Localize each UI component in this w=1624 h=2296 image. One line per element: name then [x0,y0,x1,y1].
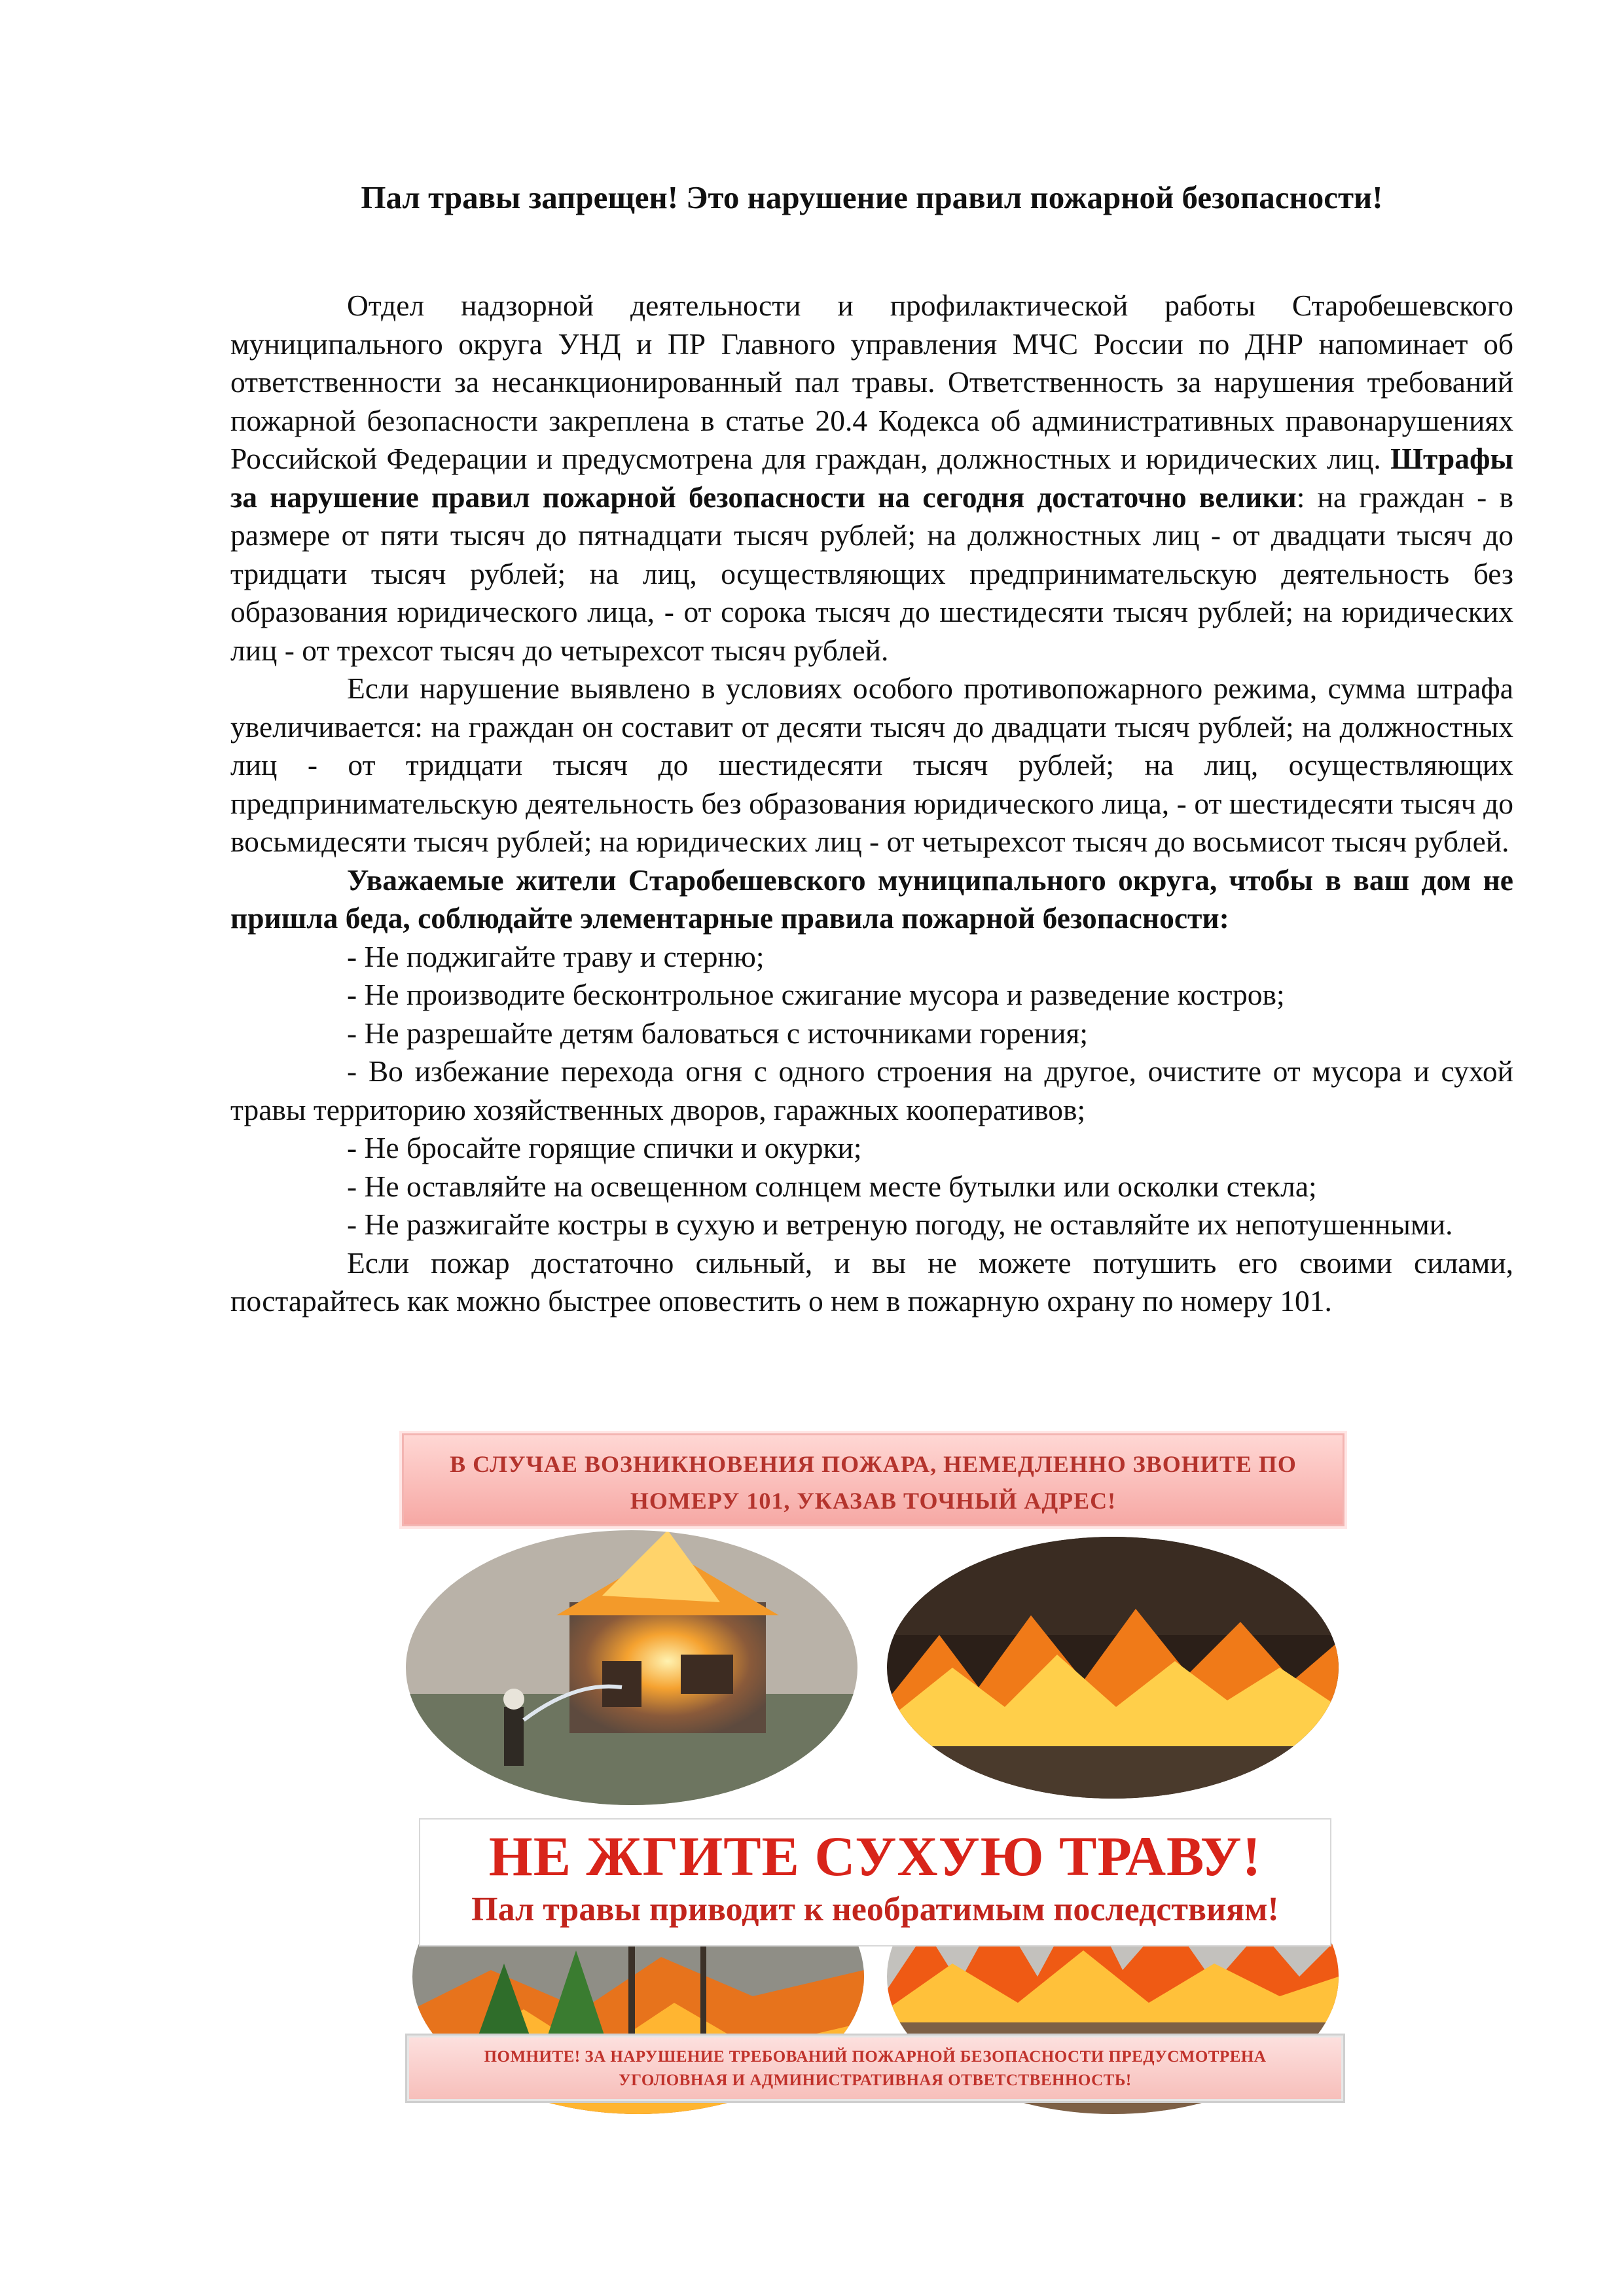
paragraph-fines-amounts: : на граждан - в размере от пяти тысяч до пятнадцати тысяч рублей; на должностных лиц - от двадцати тысяч до тридцати тысяч рублей; на лиц, осуществляющих предпринимательскую деятельность без образования юридического лица, - от сорока тысяч до шестидесяти тысяч рублей; на юридических лиц - от трехсот тысяч до четырехсот тысяч рублей. [230,480,1513,667]
rule-item: - Не поджигайте траву и стерню; [347,939,765,973]
rule-item: - Не производите бесконтрольное сжигание мусора и разведение костров; [347,978,1285,1011]
poster-bottom-line: ПОМНИТЕ! ЗА НАРУШЕНИЕ ТРЕБОВАНИЙ ПОЖАРНОЙ БЕЗОПАСНОСТИ ПРЕДУСМОТРЕНА [484,2048,1267,2066]
paragraph-fines [230,287,1513,670]
poster-bottom-banner [407,2036,1343,2101]
rule-item: - Не оставляйте на освещенном солнцем месте бутылки или осколки стекла; [347,1169,1317,1203]
grass-fire-photo [887,1537,1339,1799]
paragraph-fines-bold: Штрафы за нарушение правил пожарной безопасности на сегодня достаточно велики [230,442,1513,514]
document-body [230,287,1513,1321]
paragraph-special-regime: Если нарушение выявлено в условиях особого противопожарного режима, сумма штрафа увеличивается: на граждан он составит от десяти тысяч до двадцати тысяч рублей; на должностных лиц - от тридцати тысяч до шестидесяти тысяч рублей; на лиц, осуществляющих предпринимательскую деятельность без образования юридического лица, - от шестидесяти тысяч до восьмидесяти тысяч рублей; на юридических лиц - от четырехсот тысяч до восьмисот тысяч рублей. [230,672,1513,858]
poster-top-line: В СЛУЧАЕ ВОЗНИКНОВЕНИЯ ПОЖАРА, НЕМЕДЛЕННО ЗВОНИТЕ ПО [450,1451,1297,1477]
poster-sub-slogan: Пал травы приводит к необратимым последствиям! [471,1891,1279,1928]
poster-main-slogan: НЕ ЖГИТЕ СУХУЮ ТРАВУ! [488,1825,1262,1888]
paragraph-call-101: Если пожар достаточно сильный, и вы не можете потушить его своими силами, постарайтесь как можно быстрее оповестить о нем в пожарную охрану по номеру 101. [230,1246,1513,1318]
fire-safety-poster [399,1433,1348,2114]
rule-item: - Во избежание перехода огня с одного строения на другое, очистите от мусора и сухой травы территорию хозяйственных дворов, гаражных кооперативов; [230,1054,1513,1126]
paragraph-appeal: Уважаемые жители Старобешевского муниципального округа, чтобы в ваш дом не пришла беда, соблюдайте элементарные правила пожарной безопасности: [230,863,1513,935]
rule-item: - Не бросайте горящие спички и окурки; [347,1131,862,1164]
poster-top-banner [402,1433,1344,1526]
poster-top-line: НОМЕРУ 101, УКАЗАВ ТОЧНЫЙ АДРЕС! [630,1488,1117,1514]
poster-bottom-line: УГОЛОВНАЯ И АДМИНИСТРАТИВНАЯ ОТВЕТСТВЕННОСТЬ! [619,2072,1132,2089]
paragraph-fines-intro: Отдел надзорной деятельности и профилактической работы Старобешевского муниципального округа УНД и ПР Главного управления МЧС России по ДНР напоминает об ответственности за несанкционированный пал травы. Ответственность за нарушения требований пожарной безопасности закреплена в статье 20.4 Кодекса об административных правонарушениях Российской Федерации и предусмотрена для граждан, должностных и юридических лиц. [230,289,1513,475]
poster-main-banner [419,1818,1331,1946]
page-title: Пал травы запрещен! Это нарушение правил пожарной безопасности! [361,179,1383,215]
burning-house-photo [406,1530,857,1805]
rule-item: - Не разрешайте детям баловаться с источниками горения; [347,1016,1088,1050]
rule-item: - Не разжигайте костры в сухую и ветреную погоду, не оставляйте их непотушенными. [347,1208,1453,1241]
